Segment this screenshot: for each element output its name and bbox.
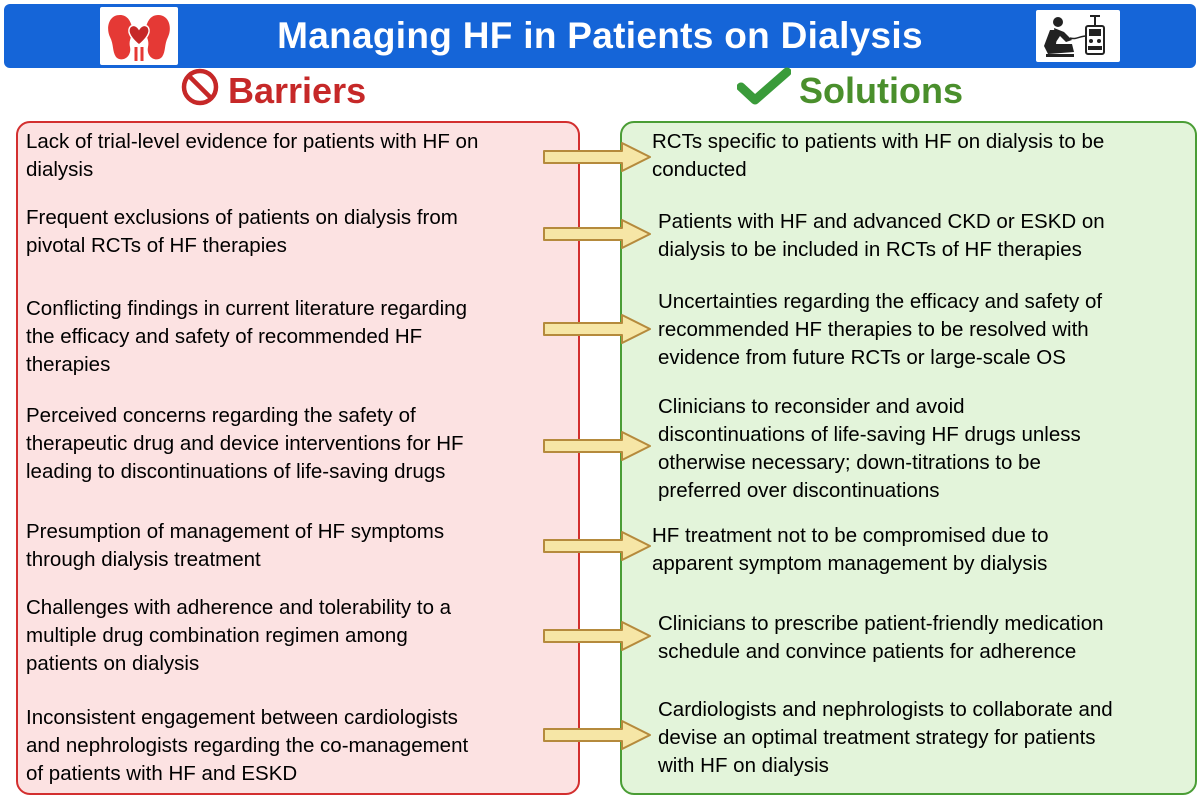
item-text-line: the efficacy and safety of recommended HF xyxy=(26,325,423,348)
item-text-line: devise an optimal treatment strategy for patients xyxy=(658,726,1096,749)
item-text-line: schedule and convince patients for adherence xyxy=(658,640,1077,663)
solutions-heading xyxy=(737,66,963,116)
item-text-line: dialysis xyxy=(26,158,94,181)
item-text-line: Patients with HF and advanced CKD or ESKD on xyxy=(658,210,1105,233)
item-text-line: Cardiologists and nephrologists to collaborate and xyxy=(658,698,1113,721)
solution-item xyxy=(658,208,1105,264)
item-text-line: pivotal RCTs of HF therapies xyxy=(26,234,287,257)
item-text-line: recommended HF therapies to be resolved with xyxy=(658,318,1089,341)
item-text-line: of patients with HF and ESKD xyxy=(26,762,298,785)
barrier-item xyxy=(26,594,451,678)
item-text-line: RCTs specific to patients with HF on dialysis to be xyxy=(652,130,1105,153)
solution-item xyxy=(658,288,1102,372)
solution-item xyxy=(652,128,1104,184)
barrier-item xyxy=(26,704,468,788)
item-text-line: and nephrologists regarding the co-management xyxy=(26,734,469,757)
barrier-item xyxy=(26,204,458,260)
item-text-line: otherwise necessary; down-titrations to be xyxy=(658,451,1041,474)
solution-item xyxy=(652,522,1049,578)
item-text-line: Presumption of management of HF symptoms xyxy=(26,520,445,543)
item-text-line: Perceived concerns regarding the safety of xyxy=(26,404,416,427)
item-text-line: with HF on dialysis xyxy=(658,754,829,777)
kidney-heart-icon xyxy=(100,7,178,65)
item-text-line: discontinuations of life-saving HF drugs unless xyxy=(658,423,1081,446)
prohibited-icon xyxy=(180,67,220,116)
right-arrow-icon xyxy=(542,429,654,463)
right-arrow-icon xyxy=(542,217,654,251)
item-text-line: Conflicting findings in current literature regarding xyxy=(26,297,467,320)
solution-item xyxy=(658,696,1113,780)
item-text-line: Clinicians to reconsider and avoid xyxy=(658,395,965,418)
item-text-line: preferred over discontinuations xyxy=(658,479,940,502)
item-text-line: patients on dialysis xyxy=(26,652,200,675)
item-text-line: evidence from future RCTs or large-scale OS xyxy=(658,346,1066,369)
item-text-line: through dialysis treatment xyxy=(26,548,261,571)
item-text-line: HF treatment not to be compromised due to xyxy=(652,524,1049,547)
barrier-item xyxy=(26,518,444,574)
barrier-item xyxy=(26,295,467,379)
right-arrow-icon xyxy=(542,718,654,752)
barrier-item xyxy=(26,128,478,184)
barriers-heading-label: Barriers xyxy=(228,70,367,111)
item-text-line: dialysis to be included in RCTs of HF therapies xyxy=(658,238,1082,261)
right-arrow-icon xyxy=(542,312,654,346)
dialysis-patient-icon xyxy=(1036,10,1120,62)
barriers-heading xyxy=(180,66,366,116)
barrier-item xyxy=(26,402,464,486)
title-banner xyxy=(4,4,1196,68)
item-text-line: Clinicians to prescribe patient-friendly medication xyxy=(658,612,1104,635)
right-arrow-icon xyxy=(542,619,654,653)
item-text-line: Challenges with adherence and tolerability to a xyxy=(26,596,452,619)
item-text-line: leading to discontinuations of life-saving drugs xyxy=(26,460,446,483)
solution-item xyxy=(658,393,1081,505)
item-text-line: conducted xyxy=(652,158,747,181)
right-arrow-icon xyxy=(542,529,654,563)
solutions-heading-label: Solutions xyxy=(799,70,963,111)
checkmark-icon xyxy=(737,67,791,116)
solution-item xyxy=(658,610,1104,666)
page-title: Managing HF in Patients on Dialysis xyxy=(277,15,923,56)
right-arrow-icon xyxy=(542,140,654,174)
item-text-line: therapeutic drug and device interventions for HF xyxy=(26,432,464,455)
item-text-line: Lack of trial-level evidence for patients with HF on xyxy=(26,130,479,153)
item-text-line: Uncertainties regarding the efficacy and safety of xyxy=(658,290,1103,313)
item-text-line: multiple drug combination regimen among xyxy=(26,624,408,647)
item-text-line: Frequent exclusions of patients on dialysis from xyxy=(26,206,458,229)
item-text-line: therapies xyxy=(26,353,111,376)
item-text-line: apparent symptom management by dialysis xyxy=(652,552,1048,575)
item-text-line: Inconsistent engagement between cardiologists xyxy=(26,706,458,729)
